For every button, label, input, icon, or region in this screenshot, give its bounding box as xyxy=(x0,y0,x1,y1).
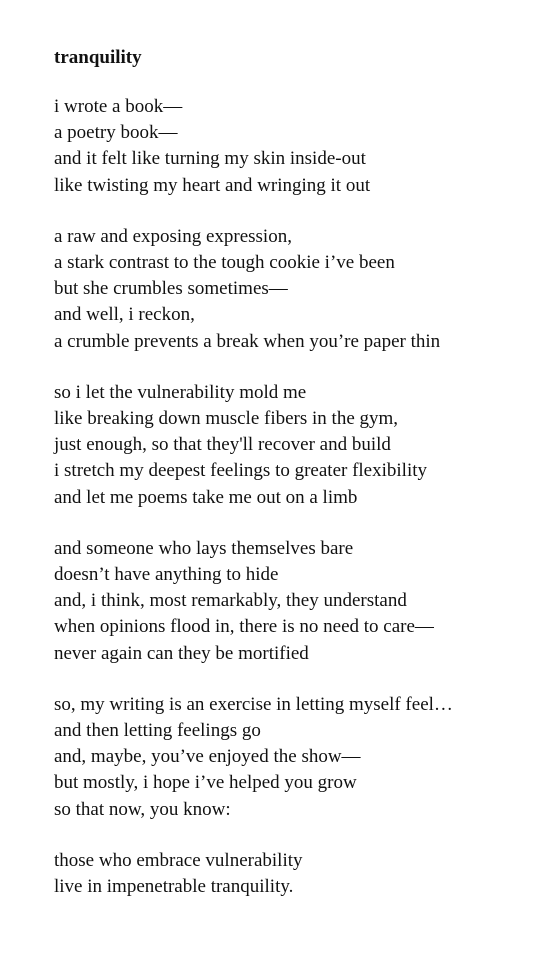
poem-line: and well, i reckon, xyxy=(54,304,195,326)
poem-line: and then letting feelings go xyxy=(54,720,261,742)
stanza-4 xyxy=(54,536,544,667)
poem-line: and someone who lays themselves bare xyxy=(54,537,354,559)
poem-line: never again can they be mortified xyxy=(54,642,309,664)
poem-line: a raw and exposing expression, xyxy=(54,225,292,247)
poem-line: like twisting my heart and wringing it out xyxy=(54,174,371,196)
poem-line: but she crumbles sometimes— xyxy=(54,278,288,300)
poem-line: those who embrace vulnerability xyxy=(54,849,303,871)
stanza-3 xyxy=(54,380,544,511)
poem-line: and let me poems take me out on a limb xyxy=(54,486,358,508)
poem-line: and it felt like turning my skin inside-out xyxy=(54,148,366,170)
stanza-6 xyxy=(54,848,544,900)
poem-line: and, i think, most remarkably, they understand xyxy=(54,590,407,612)
poem-line: doesn’t have anything to hide xyxy=(54,564,279,586)
poem-title: tranquility xyxy=(54,47,142,68)
poem-line: but mostly, i hope i’ve helped you grow xyxy=(54,772,357,794)
stanza-2 xyxy=(54,224,544,355)
poem-line: like breaking down muscle fibers in the gym, xyxy=(54,408,399,430)
poem-line: i wrote a book— xyxy=(54,96,183,117)
poem-line: when opinions flood in, there is no need to care— xyxy=(54,616,434,638)
poem xyxy=(54,44,544,925)
poem-line: a poetry book— xyxy=(54,122,178,144)
poem-line: a crumble prevents a break when you’re paper thin xyxy=(54,330,441,352)
poem-line: live in impenetrable tranquility. xyxy=(54,876,294,898)
poem-line: just enough, so that they'll recover and build xyxy=(54,434,391,456)
poem-line: and, maybe, you’ve enjoyed the show— xyxy=(54,746,361,768)
poem-line: so i let the vulnerability mold me xyxy=(54,381,307,403)
stanza-5 xyxy=(54,692,544,823)
poem-line: so, my writing is an exercise in letting myself feel… xyxy=(54,693,453,715)
poem-line: i stretch my deepest feelings to greater flexibility xyxy=(54,460,428,482)
stanza-1 xyxy=(54,94,544,199)
poem-line: so that now, you know: xyxy=(54,798,231,820)
poem-line: a stark contrast to the tough cookie i’ve been xyxy=(54,252,395,274)
